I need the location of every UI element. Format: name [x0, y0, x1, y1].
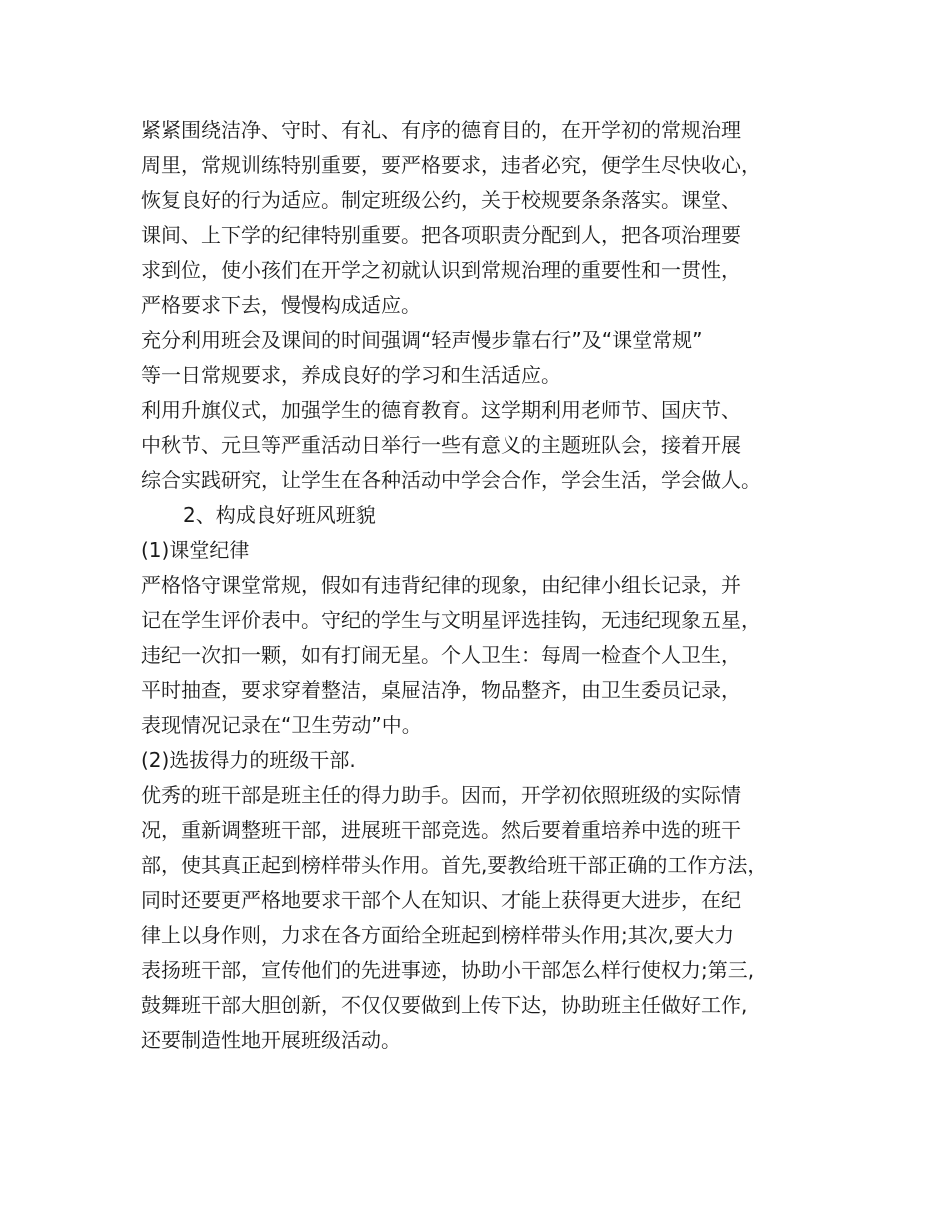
body-paragraph — [141, 113, 821, 323]
text-line: 求到位，使小孩们在开学之初就认识到常规治理的重要性和一贯性， — [141, 258, 741, 282]
section-heading — [141, 498, 821, 533]
text-line: 充分利用班会及课间的时间强调“轻声慢步靠右行”及“课堂常规” — [141, 328, 703, 352]
text-line: 律上以身作则，力求在各方面给全班起到榜样带头作用;其次,要大力 — [141, 923, 735, 947]
text-line: 鼓舞班干部大胆创新，不仅仅要做到上传下达，协助班主任做好工作, — [141, 993, 748, 1017]
text-line: 优秀的班干部是班主任的得力助手。因而，开学初依照班级的实际情 — [141, 783, 741, 807]
text-line: 表扬班干部，宣传他们的先进事迹，协助小干部怎么样行使权力;第三, — [141, 958, 755, 982]
text-line: 利用升旗仪式，加强学生的德育教育。这学期利用老师节、国庆节、 — [141, 398, 741, 422]
text-line: 平时抽查，要求穿着整洁，桌屉洁净，物品整齐，由卫生委员记录， — [141, 678, 741, 702]
document-body — [141, 113, 821, 1058]
text-line: 严格恪守课堂常规，假如有违背纪律的现象，由纪律小组长记录，并 — [141, 573, 741, 597]
text-line: 周里，常规训练特别重要，要严格要求，违者必究，便学生尽快收心， — [141, 153, 761, 177]
text-line: 2、构成良好班风班貌 — [183, 503, 376, 527]
text-line: 课间、上下学的纪律特别重要。把各项职责分配到人，把各项治理要 — [141, 223, 741, 247]
text-line: (2)选拔得力的班级干部. — [141, 748, 356, 772]
text-line: 还要制造性地开展班级活动。 — [141, 1028, 401, 1052]
text-line: 同时还要更严格地要求干部个人在知识、才能上获得更大进步，在纪 — [141, 888, 741, 912]
body-paragraph — [141, 323, 821, 393]
body-paragraph — [141, 778, 821, 1058]
body-paragraph — [141, 568, 821, 743]
text-line: 等一日常规要求，养成良好的学习和生活适应。 — [141, 363, 561, 387]
text-line: 综合实践研究，让学生在各种活动中学会合作，学会生活，学会做人。 — [141, 468, 761, 492]
body-paragraph — [141, 393, 821, 498]
text-line: 紧紧围绕洁净、守时、有礼、有序的德育目的，在开学初的常规治理 — [141, 118, 741, 142]
text-line: (1)课堂纪律 — [141, 538, 250, 562]
subsection-heading — [141, 533, 821, 568]
text-line: 中秋节、元旦等严重活动日举行一些有意义的主题班队会，接着开展 — [141, 433, 741, 457]
text-line: 违纪一次扣一颗，如有打闹无星。个人卫生：每周一检查个人卫生， — [141, 643, 741, 667]
text-line: 严格要求下去，慢慢构成适应。 — [141, 293, 421, 317]
text-line: 况，重新调整班干部，进展班干部竞选。然后要着重培养中选的班干 — [141, 818, 741, 842]
text-line: 恢复良好的行为适应。制定班级公约，关于校规要条条落实。课堂、 — [141, 188, 741, 212]
subsection-heading — [141, 743, 821, 778]
text-line: 表现情况记录在“卫生劳动”中。 — [141, 713, 422, 737]
text-line: 部，使其真正起到榜样带头作用。首先,要教给班干部正确的工作方法， — [141, 853, 768, 877]
text-line: 记在学生评价表中。守纪的学生与文明星评选挂钩，无违纪现象五星， — [141, 608, 761, 632]
